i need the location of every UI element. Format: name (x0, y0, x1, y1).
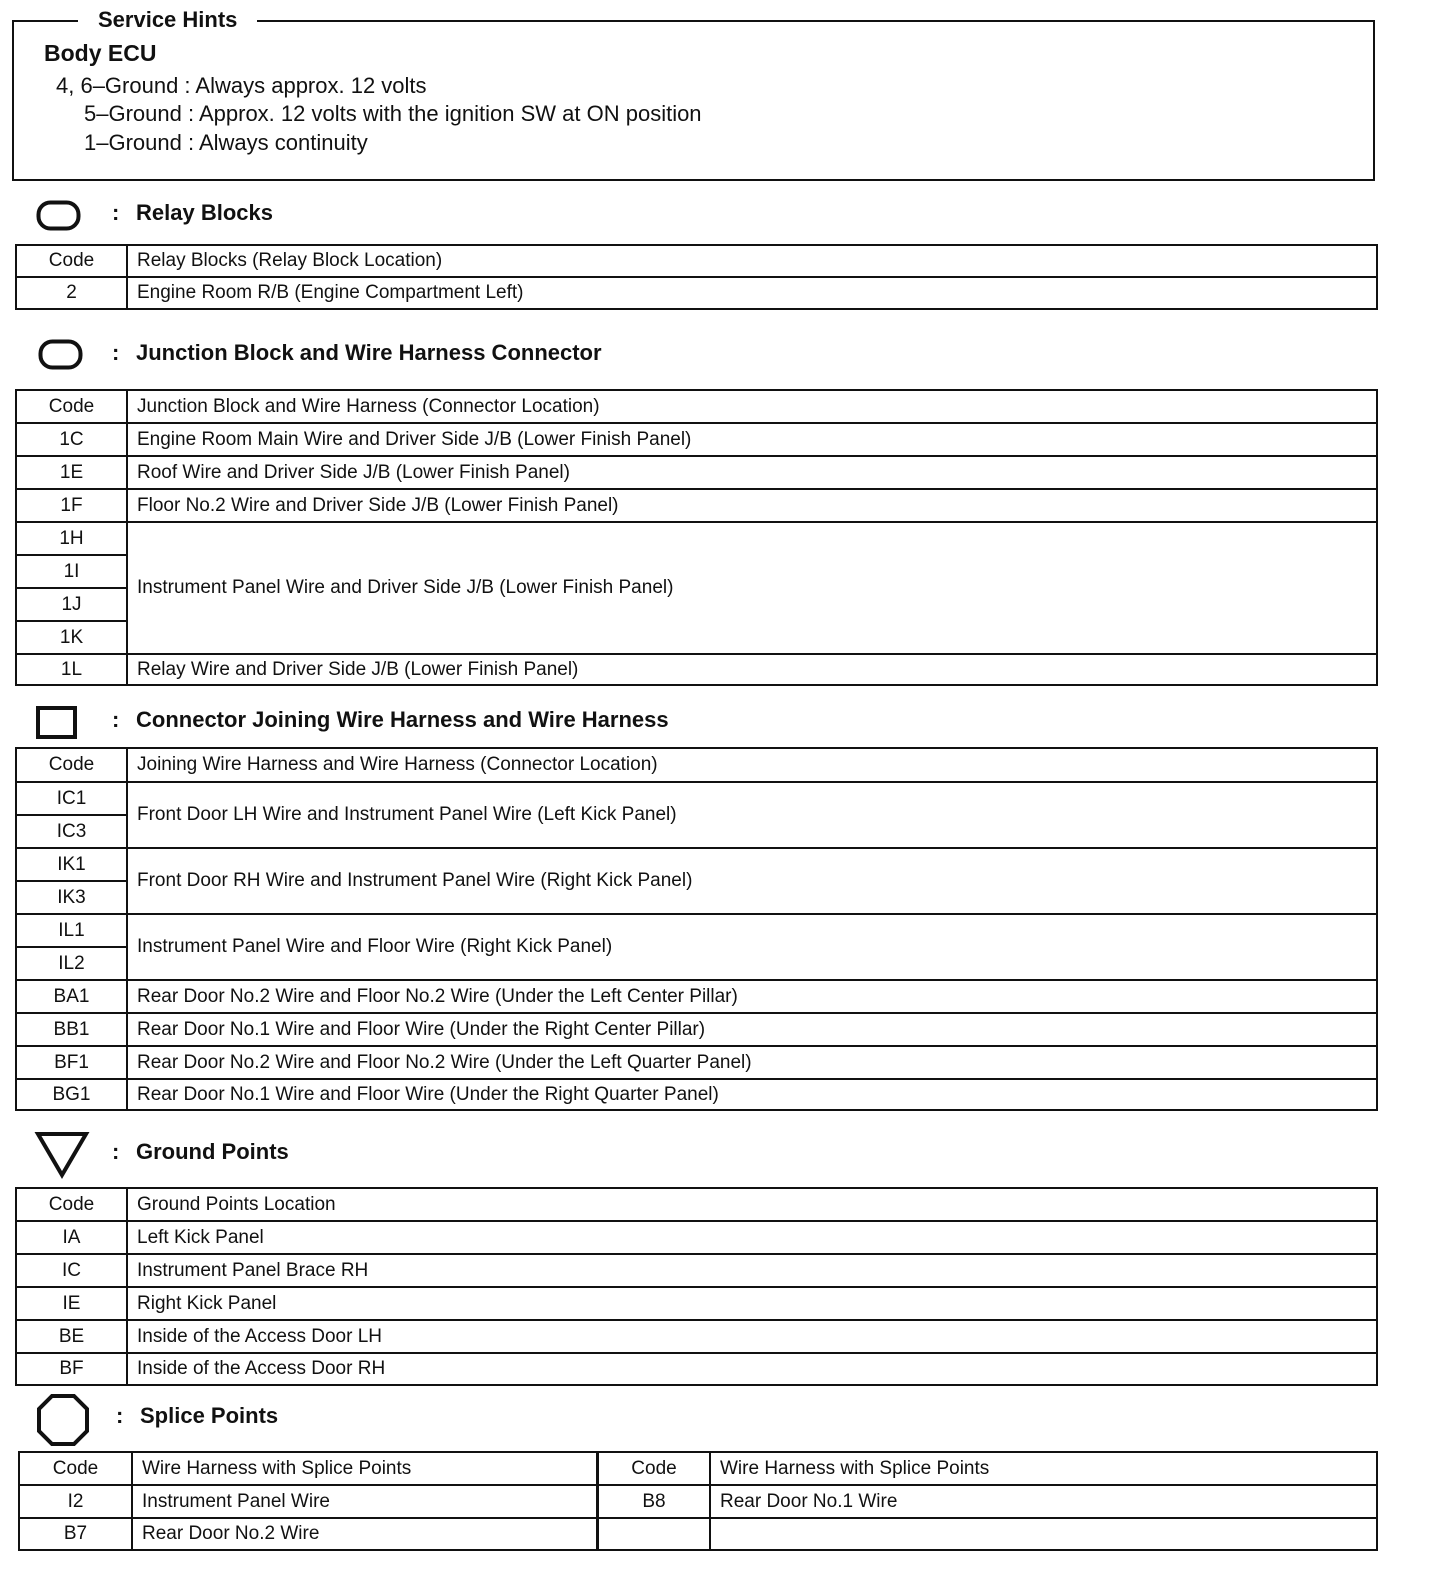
code-cell: 1K (16, 621, 127, 654)
desc-cell: Roof Wire and Driver Side J/B (Lower Finish Panel) (127, 456, 1377, 489)
code-cell: I2 (19, 1485, 132, 1518)
table-row (16, 1287, 1377, 1320)
table-row (598, 1518, 1377, 1550)
desc-cell: Rear Door No.1 Wire and Floor Wire (Under the Right Center Pillar) (127, 1013, 1377, 1046)
hint-line: 4, 6–Ground : Always approx. 12 volts (56, 73, 427, 98)
splice-points-table-right (597, 1451, 1378, 1551)
desc-cell: Rear Door No.1 Wire (710, 1485, 1377, 1518)
desc-header: Ground Points Location (127, 1188, 1377, 1221)
code-header: Code (16, 1188, 127, 1221)
relay-blocks-heading (112, 198, 273, 228)
table-header-row (16, 1188, 1377, 1221)
desc-cell: Instrument Panel Brace RH (127, 1254, 1377, 1287)
heading-colon: : (112, 340, 120, 365)
table-row (16, 489, 1377, 522)
desc-cell (710, 1518, 1377, 1550)
desc-cell: Relay Wire and Driver Side J/B (Lower Finish Panel) (127, 654, 1377, 685)
code-cell: 1L (16, 654, 127, 685)
code-cell: BA1 (16, 980, 127, 1013)
square-icon (36, 706, 78, 740)
table-row (16, 782, 1377, 815)
octagon-icon (36, 1393, 90, 1447)
desc-cell: Instrument Panel Wire and Floor Wire (Right Kick Panel) (127, 914, 1377, 980)
heading-text: Splice Points (140, 1403, 279, 1428)
table-row (16, 914, 1377, 947)
service-hints-legend: Service Hints (78, 6, 257, 34)
table-row (16, 980, 1377, 1013)
code-cell (598, 1518, 710, 1550)
code-cell: BF1 (16, 1046, 127, 1079)
heading-text: Relay Blocks (136, 200, 273, 225)
table-row (16, 1320, 1377, 1353)
desc-cell: Front Door RH Wire and Instrument Panel Wire (Right Kick Panel) (127, 848, 1377, 914)
code-header: Code (16, 390, 127, 423)
table-header-row (19, 1452, 597, 1485)
desc-cell: Right Kick Panel (127, 1287, 1377, 1320)
table-row (16, 1079, 1377, 1110)
code-cell: IL1 (16, 914, 127, 947)
rounded-oval-icon (38, 339, 84, 371)
desc-cell: Engine Room Main Wire and Driver Side J/B (Lower Finish Panel) (127, 423, 1377, 456)
table-row (16, 1353, 1377, 1385)
inverted-triangle-icon (34, 1130, 90, 1180)
table-row (16, 654, 1377, 685)
code-cell: 1J (16, 588, 127, 621)
code-cell: IL2 (16, 947, 127, 980)
table-row (16, 1013, 1377, 1046)
table-row (16, 1254, 1377, 1287)
rounded-oval-icon (36, 200, 82, 232)
table-row (16, 522, 1377, 555)
code-cell: IK1 (16, 848, 127, 881)
code-cell: IC (16, 1254, 127, 1287)
hint-line: 5–Ground : Approx. 12 volts with the ignition SW at ON position (84, 101, 702, 126)
desc-cell: Front Door LH Wire and Instrument Panel Wire (Left Kick Panel) (127, 782, 1377, 848)
table-row (16, 277, 1377, 309)
desc-header: Junction Block and Wire Harness (Connector Location) (127, 390, 1377, 423)
code-cell: BB1 (16, 1013, 127, 1046)
code-cell: 1F (16, 489, 127, 522)
desc-cell: Instrument Panel Wire and Driver Side J/B (Lower Finish Panel) (127, 522, 1377, 654)
desc-cell: Rear Door No.2 Wire and Floor No.2 Wire (Under the Left Quarter Panel) (127, 1046, 1377, 1079)
code-cell: IC3 (16, 815, 127, 848)
code-cell: 2 (16, 277, 127, 309)
table-row (16, 1221, 1377, 1254)
code-header: Code (16, 748, 127, 782)
code-cell: 1I (16, 555, 127, 588)
hint-title: Body ECU (44, 40, 157, 66)
desc-header: Relay Blocks (Relay Block Location) (127, 245, 1377, 277)
junction-block-heading (112, 338, 602, 368)
connector-table (15, 747, 1378, 1111)
ground-points-table (15, 1187, 1378, 1386)
desc-cell: Instrument Panel Wire (132, 1485, 597, 1518)
desc-header: Joining Wire Harness and Wire Harness (Connector Location) (127, 748, 1377, 782)
desc-header: Wire Harness with Splice Points (132, 1452, 597, 1485)
code-cell: 1C (16, 423, 127, 456)
code-cell: B8 (598, 1485, 710, 1518)
splice-points-heading (116, 1401, 278, 1431)
table-row (16, 848, 1377, 881)
code-header: Code (19, 1452, 132, 1485)
splice-points-table-left (18, 1451, 598, 1551)
code-cell: 1H (16, 522, 127, 555)
table-row (16, 456, 1377, 489)
junction-block-table (15, 389, 1378, 686)
relay-blocks-table (15, 244, 1378, 310)
desc-cell: Rear Door No.2 Wire (132, 1518, 597, 1550)
desc-cell: Rear Door No.2 Wire and Floor No.2 Wire (Under the Left Center Pillar) (127, 980, 1377, 1013)
table-header-row (16, 748, 1377, 782)
table-header-row (598, 1452, 1377, 1485)
heading-text: Ground Points (136, 1139, 289, 1164)
desc-cell: Left Kick Panel (127, 1221, 1377, 1254)
table-row (19, 1485, 597, 1518)
code-cell: 1E (16, 456, 127, 489)
table-row (16, 1046, 1377, 1079)
desc-cell: Rear Door No.1 Wire and Floor Wire (Under the Right Quarter Panel) (127, 1079, 1377, 1110)
heading-colon: : (116, 1403, 124, 1428)
desc-cell: Inside of the Access Door LH (127, 1320, 1377, 1353)
ground-points-heading (112, 1137, 289, 1167)
table-header-row (16, 245, 1377, 277)
connector-heading (112, 705, 669, 735)
code-cell: IC1 (16, 782, 127, 815)
code-cell: IK3 (16, 881, 127, 914)
code-cell: B7 (19, 1518, 132, 1550)
desc-cell: Floor No.2 Wire and Driver Side J/B (Lower Finish Panel) (127, 489, 1377, 522)
heading-colon: : (112, 1139, 120, 1164)
table-row (16, 423, 1377, 456)
code-cell: IE (16, 1287, 127, 1320)
hint-line: 1–Ground : Always continuity (84, 130, 368, 155)
code-cell: BG1 (16, 1079, 127, 1110)
table-row (598, 1485, 1377, 1518)
heading-colon: : (112, 200, 120, 225)
heading-text: Junction Block and Wire Harness Connector (136, 340, 602, 365)
desc-header: Wire Harness with Splice Points (710, 1452, 1377, 1485)
table-row (19, 1518, 597, 1550)
code-header: Code (16, 245, 127, 277)
code-cell: IA (16, 1221, 127, 1254)
code-cell: BE (16, 1320, 127, 1353)
code-cell: BF (16, 1353, 127, 1385)
code-header: Code (598, 1452, 710, 1485)
table-header-row (16, 390, 1377, 423)
desc-cell: Engine Room R/B (Engine Compartment Left) (127, 277, 1377, 309)
heading-text: Connector Joining Wire Harness and Wire Harness (136, 707, 669, 732)
heading-colon: : (112, 707, 120, 732)
desc-cell: Inside of the Access Door RH (127, 1353, 1377, 1385)
